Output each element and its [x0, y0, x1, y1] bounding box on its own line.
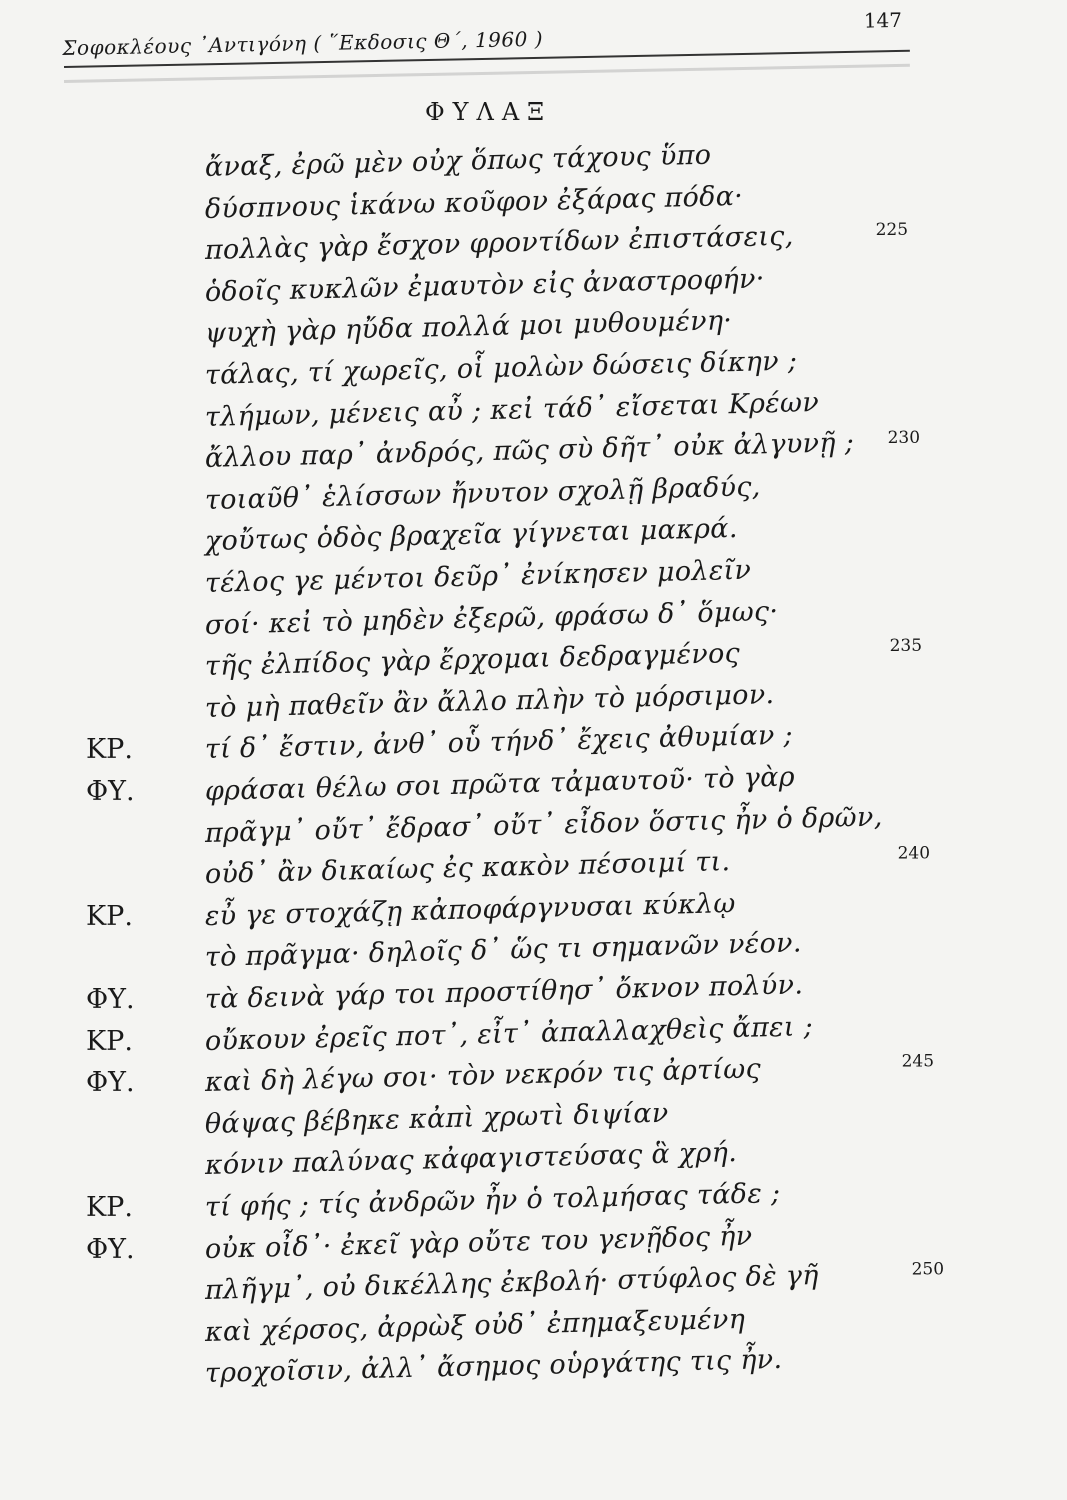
verse-text: ἄναξ, ἐρῶ μὲν οὐχ ὅπως τάχους ὕπο	[204, 139, 712, 183]
verse-text: τοιαῦθ᾽ ἑλίσσων ἤνυτον σχολῇ βραδύς,	[204, 471, 761, 516]
verse-text: καὶ χέρσος, ἀρρὼξ οὐδ᾽ ἐπημαξευμένη	[204, 1303, 746, 1348]
verse-text: φράσαι θέλω σοι πρῶτα τἀμαυτοῦ· τὸ γὰρ	[204, 761, 796, 807]
verse-text: πλῆγμ᾽, οὐ δικέλλης ἐκβολή· στύφλος δὲ γῆ	[204, 1260, 820, 1307]
verse-text: κόνιν παλύνας κἀφαγιστεύσας ἃ χρή.	[204, 1137, 738, 1182]
verse-text: θάψας βέβηκε κἀπὶ χρωτὶ διψίαν	[204, 1097, 669, 1140]
line-number: 225	[875, 220, 909, 241]
verse-text: τί δ᾽ ἔστιν, ἀνθ᾽ οὗ τήνδ᾽ ἔχεις ἀθυμίαν ;	[204, 720, 794, 766]
verse-text: ψυχὴ γὰρ ηὔδα πολλά μοι μυθουμένη·	[204, 305, 733, 350]
speaker-label: ΚΡ.	[86, 900, 133, 932]
verse-text: τὸ πρᾶγμα· δηλοῖς δ᾽ ὥς τι σημανῶν νέον.	[204, 927, 803, 974]
speaker-label: ΚΡ.	[86, 1025, 133, 1057]
verse-text: τὸ μὴ παθεῖν ἂν ἄλλο πλὴν τὸ μόρσιμον.	[204, 678, 775, 724]
line-number: 245	[901, 1051, 935, 1072]
verse-text: οὔκουν ἐρεῖς ποτ᾽, εἶτ᾽ ἀπαλλαχθεὶς ἄπει ;	[204, 1010, 814, 1057]
line-number: 230	[887, 428, 921, 449]
header-rule-shadow	[64, 64, 910, 83]
verse-text: εὖ γε στοχάζῃ κἀποφάργνυσαι κύκλῳ	[204, 887, 737, 932]
line-number: 240	[897, 843, 931, 864]
running-title: Σοφοκλέους ᾽Αντιγόνη ( ῞Εκδοσις Θ΄, 1960 )	[62, 26, 544, 60]
verse-text: οὐκ οἶδ᾽· ἐκεῖ γὰρ οὔτε του γενῇδος ἦν	[204, 1220, 753, 1265]
verse-text: τάλας, τί χωρεῖς, οἷ μολὼν δώσεις δίκην ;	[204, 345, 798, 391]
speaker-label: ΚΡ.	[86, 1192, 133, 1223]
verse-text: τῆς ἐλπίδος γὰρ ἔρχομαι δεδραγμένος	[204, 638, 741, 683]
verse-text: τροχοῖσιν, ἀλλ᾽ ἄσημος οὑργάτης τις ἦν.	[204, 1344, 783, 1390]
speaker-label: ΦΥ.	[86, 984, 135, 1015]
line-number: 235	[889, 636, 923, 657]
verse-text: πρᾶγμ᾽ οὔτ᾽ ἔδρασ᾽ οὔτ᾽ εἶδον ὅστις ἦν ὁ δρῶν,	[204, 801, 883, 849]
verse-text: τέλος γε μέντοι δεῦρ᾽ ἐνίκησεν μολεῖν	[204, 554, 752, 599]
verse-text: πολλὰς γὰρ ἔσχον φροντίδων ἐπιστάσεις,	[204, 220, 794, 267]
verse-text: χοὔτως ὁδὸς βραχεῖα γίγνεται μακρά.	[204, 513, 739, 558]
verse-text: τλήμων, μένεις αὖ ; κεἰ τάδ᾽ εἴσεται Κρέων	[204, 386, 820, 433]
verse-text: τί φής ; τίς ἀνδρῶν ἦν ὁ τολμήσας τάδε ;	[204, 1177, 781, 1223]
verse-text: σοί· κεἰ τὸ μηδὲν ἐξερῶ, φράσω δ᾽ ὅμως·	[204, 595, 779, 641]
page-number: 147	[863, 7, 903, 33]
verse-text: ὁδοῖς κυκλῶν ἐμαυτὸν εἰς ἀναστροφήν·	[204, 263, 766, 308]
speaker-label: ΦΥ.	[86, 1233, 135, 1265]
speaker-heading: ΦΥΛΑΞ	[425, 98, 553, 126]
line-number: 250	[911, 1259, 945, 1280]
verse-text: τὰ δεινὰ γάρ τοι προστίθησ᾽ ὄκνον πολύν.	[204, 969, 804, 1015]
verse-text: δύσπνους ἱκάνω κοῦφον ἐξάρας πόδα·	[204, 180, 744, 225]
speaker-label: ΦΥ.	[86, 1067, 135, 1099]
verse-text: ἄλλου παρ᾽ ἀνδρός, πῶς σὺ δῆτ᾽ οὐκ ἀλγυνῇ ;	[204, 427, 855, 475]
verse-text: καὶ δὴ λέγω σοι· τὸν νεκρόν τις ἀρτίως	[204, 1053, 762, 1099]
speaker-label: ΦΥ.	[86, 776, 135, 807]
speaker-label: ΚΡ.	[86, 734, 133, 766]
verse-text: οὐδ᾽ ἂν δικαίως ἐς κακὸν πέσοιμί τι.	[204, 846, 731, 891]
